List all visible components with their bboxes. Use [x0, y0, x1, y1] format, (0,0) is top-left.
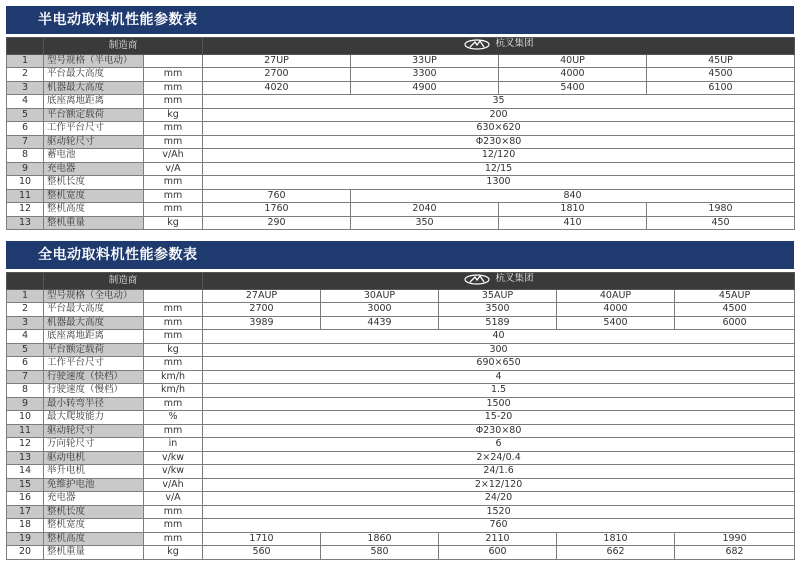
table-row: [7, 424, 795, 438]
parameter-name: 平台最大高度: [44, 303, 144, 317]
value-cell: 2×24/0.4: [203, 451, 795, 465]
value-cell: 300: [203, 343, 795, 357]
row-number: 4: [7, 330, 44, 344]
row-number: 10: [7, 411, 44, 425]
table-row: [7, 384, 795, 398]
value-cell: 6: [203, 438, 795, 452]
row-number: 10: [7, 176, 44, 190]
row-number: 13: [7, 216, 44, 230]
row-number: 19: [7, 532, 44, 546]
value-cell: 760: [203, 519, 795, 533]
value-cell: 1760: [203, 203, 351, 217]
parameter-name: 最小转弯半径: [44, 397, 144, 411]
unit-cell: mm: [144, 330, 203, 344]
parameter-name: 整机重量: [44, 216, 144, 230]
value-cell: 4439: [321, 316, 439, 330]
table-row: [7, 397, 795, 411]
parameter-name: 举升电机: [44, 465, 144, 479]
parameter-name: 整机重量: [44, 546, 144, 560]
value-cell: Φ230×80: [203, 424, 795, 438]
table-row: [7, 438, 795, 452]
value-cell: Φ230×80: [203, 135, 795, 149]
value-cell: 2×12/120: [203, 478, 795, 492]
semi-electric-spec-section: [6, 6, 794, 230]
maker-brand-cell: [203, 273, 795, 290]
unit-cell: mm: [144, 95, 203, 109]
value-cell: 40: [203, 330, 795, 344]
unit-cell: mm: [144, 203, 203, 217]
value-cell: 1.5: [203, 384, 795, 398]
unit-cell: v/kw: [144, 465, 203, 479]
full-electric-spec-section: [6, 241, 794, 560]
row-number: 18: [7, 519, 44, 533]
value-cell: 290: [203, 216, 351, 230]
brand-logo-icon: [464, 274, 490, 285]
value-cell: 1860: [321, 532, 439, 546]
row-number: 3: [7, 316, 44, 330]
semi-electric-spec-table: [6, 37, 795, 230]
table-row: [7, 357, 795, 371]
value-cell: 6000: [675, 316, 795, 330]
table-row: [7, 465, 795, 479]
unit-cell: mm: [144, 189, 203, 203]
row-number: 12: [7, 203, 44, 217]
value-cell: 630×620: [203, 122, 795, 136]
table-row: [7, 519, 795, 533]
parameter-name: 工作平台尺寸: [44, 357, 144, 371]
value-cell: 1710: [203, 532, 321, 546]
unit-cell: v/kw: [144, 451, 203, 465]
parameter-name: 平台额定载荷: [44, 343, 144, 357]
value-cell: 1980: [647, 203, 795, 217]
value-cell: 40UP: [499, 54, 647, 68]
row-number: 6: [7, 357, 44, 371]
table-row: [7, 411, 795, 425]
value-cell: 1500: [203, 397, 795, 411]
parameter-name: 整机高度: [44, 532, 144, 546]
value-cell: 45AUP: [675, 289, 795, 303]
value-cell: 2110: [439, 532, 557, 546]
unit-cell: v/Ah: [144, 478, 203, 492]
unit-cell: km/h: [144, 384, 203, 398]
unit-cell: v/A: [144, 492, 203, 506]
value-cell: 4900: [351, 81, 499, 95]
value-cell: 35AUP: [439, 289, 557, 303]
value-cell: 4000: [557, 303, 675, 317]
row-number: 16: [7, 492, 44, 506]
value-cell: 1810: [499, 203, 647, 217]
unit-cell: in: [144, 438, 203, 452]
value-cell: 27UP: [203, 54, 351, 68]
value-cell: 24/1.6: [203, 465, 795, 479]
table-row: [7, 122, 795, 136]
value-cell: 27AUP: [203, 289, 321, 303]
header-number-cell: [7, 38, 44, 55]
unit-cell: mm: [144, 122, 203, 136]
parameter-name: 行驶速度（快档）: [44, 370, 144, 384]
value-cell: 840: [351, 189, 795, 203]
value-cell: 12/15: [203, 162, 795, 176]
unit-cell: kg: [144, 343, 203, 357]
table-row: [7, 108, 795, 122]
table-header-row: [7, 38, 795, 55]
table-row: [7, 546, 795, 560]
section-title: 半电动取料机性能参数表: [6, 6, 794, 34]
parameter-name: 型号规格（全电动）: [44, 289, 144, 303]
brand-name: 杭叉集团: [495, 273, 534, 284]
unit-cell: mm: [144, 424, 203, 438]
value-cell: 12/120: [203, 149, 795, 163]
value-cell: 4000: [499, 68, 647, 82]
table-row: [7, 532, 795, 546]
value-cell: 40AUP: [557, 289, 675, 303]
unit-cell: mm: [144, 303, 203, 317]
table-row: [7, 303, 795, 317]
parameter-name: 平台最大高度: [44, 68, 144, 82]
value-cell: 1990: [675, 532, 795, 546]
row-number: 13: [7, 451, 44, 465]
unit-cell: [144, 289, 203, 303]
value-cell: 2700: [203, 303, 321, 317]
table-row: [7, 216, 795, 230]
parameter-name: 底座离地距离: [44, 95, 144, 109]
row-number: 9: [7, 162, 44, 176]
table-row: [7, 330, 795, 344]
table-row: [7, 189, 795, 203]
maker-brand-cell: [203, 38, 795, 55]
table-row: [7, 343, 795, 357]
value-cell: 2040: [351, 203, 499, 217]
unit-cell: mm: [144, 519, 203, 533]
parameter-name: 整机宽度: [44, 189, 144, 203]
unit-cell: v/Ah: [144, 149, 203, 163]
brand-logo-icon: [464, 39, 490, 50]
table-row: [7, 370, 795, 384]
row-number: 7: [7, 135, 44, 149]
row-number: 20: [7, 546, 44, 560]
table-row: [7, 68, 795, 82]
table-row: [7, 149, 795, 163]
value-cell: 5400: [499, 81, 647, 95]
unit-cell: km/h: [144, 370, 203, 384]
value-cell: 3300: [351, 68, 499, 82]
parameter-name: 整机宽度: [44, 519, 144, 533]
row-number: 15: [7, 478, 44, 492]
value-cell: 5400: [557, 316, 675, 330]
parameter-name: 免维护电池: [44, 478, 144, 492]
parameter-name: 万向轮尺寸: [44, 438, 144, 452]
row-number: 5: [7, 108, 44, 122]
table-row: [7, 176, 795, 190]
value-cell: 3989: [203, 316, 321, 330]
row-number: 17: [7, 505, 44, 519]
row-number: 11: [7, 189, 44, 203]
unit-cell: mm: [144, 68, 203, 82]
parameter-name: 充电器: [44, 162, 144, 176]
value-cell: 580: [321, 546, 439, 560]
value-cell: 200: [203, 108, 795, 122]
row-number: 8: [7, 384, 44, 398]
table-row: [7, 81, 795, 95]
value-cell: 350: [351, 216, 499, 230]
parameter-name: 机器最大高度: [44, 81, 144, 95]
table-row: [7, 478, 795, 492]
unit-cell: mm: [144, 135, 203, 149]
value-cell: 35: [203, 95, 795, 109]
parameter-name: 整机长度: [44, 176, 144, 190]
row-number: 5: [7, 343, 44, 357]
table-row: [7, 316, 795, 330]
unit-cell: mm: [144, 81, 203, 95]
table-header-row: [7, 273, 795, 290]
table-row: [7, 289, 795, 303]
parameter-name: 机器最大高度: [44, 316, 144, 330]
unit-cell: kg: [144, 216, 203, 230]
value-cell: 5189: [439, 316, 557, 330]
value-cell: 3500: [439, 303, 557, 317]
value-cell: 662: [557, 546, 675, 560]
value-cell: 560: [203, 546, 321, 560]
table-row: [7, 505, 795, 519]
parameter-name: 驱动轮尺寸: [44, 135, 144, 149]
row-number: 6: [7, 122, 44, 136]
parameter-name: 平台额定载荷: [44, 108, 144, 122]
row-number: 3: [7, 81, 44, 95]
value-cell: 4: [203, 370, 795, 384]
unit-cell: mm: [144, 176, 203, 190]
row-number: 1: [7, 289, 44, 303]
row-number: 8: [7, 149, 44, 163]
brand-name: 杭叉集团: [495, 38, 534, 49]
value-cell: 4500: [647, 68, 795, 82]
maker-label: 制造商: [44, 273, 203, 290]
value-cell: 1810: [557, 532, 675, 546]
table-row: [7, 162, 795, 176]
value-cell: 690×650: [203, 357, 795, 371]
row-number: 2: [7, 68, 44, 82]
value-cell: 45UP: [647, 54, 795, 68]
parameter-name: 行驶速度（慢档）: [44, 384, 144, 398]
unit-cell: mm: [144, 505, 203, 519]
unit-cell: mm: [144, 316, 203, 330]
parameter-name: 蓄电池: [44, 149, 144, 163]
parameter-name: 整机高度: [44, 203, 144, 217]
value-cell: 6100: [647, 81, 795, 95]
row-number: 14: [7, 465, 44, 479]
unit-cell: [144, 54, 203, 68]
row-number: 1: [7, 54, 44, 68]
unit-cell: v/A: [144, 162, 203, 176]
row-number: 4: [7, 95, 44, 109]
table-row: [7, 451, 795, 465]
parameter-name: 底座离地距离: [44, 330, 144, 344]
maker-label: 制造商: [44, 38, 203, 55]
row-number: 2: [7, 303, 44, 317]
section-title: 全电动取料机性能参数表: [6, 241, 794, 269]
table-row: [7, 135, 795, 149]
value-cell: 4020: [203, 81, 351, 95]
parameter-name: 充电器: [44, 492, 144, 506]
table-row: [7, 95, 795, 109]
row-number: 7: [7, 370, 44, 384]
value-cell: 3000: [321, 303, 439, 317]
value-cell: 4500: [675, 303, 795, 317]
value-cell: 15-20: [203, 411, 795, 425]
full-electric-spec-table: [6, 272, 795, 560]
table-row: [7, 203, 795, 217]
parameter-name: 驱动电机: [44, 451, 144, 465]
unit-cell: kg: [144, 546, 203, 560]
parameter-name: 最大爬坡能力: [44, 411, 144, 425]
parameter-name: 驱动轮尺寸: [44, 424, 144, 438]
value-cell: 2700: [203, 68, 351, 82]
unit-cell: mm: [144, 397, 203, 411]
parameter-name: 整机长度: [44, 505, 144, 519]
value-cell: 410: [499, 216, 647, 230]
unit-cell: mm: [144, 357, 203, 371]
parameter-name: 型号规格（半电动）: [44, 54, 144, 68]
table-row: [7, 54, 795, 68]
header-number-cell: [7, 273, 44, 290]
value-cell: 24/20: [203, 492, 795, 506]
value-cell: 1300: [203, 176, 795, 190]
value-cell: 600: [439, 546, 557, 560]
unit-cell: %: [144, 411, 203, 425]
table-row: [7, 492, 795, 506]
row-number: 11: [7, 424, 44, 438]
row-number: 12: [7, 438, 44, 452]
row-number: 9: [7, 397, 44, 411]
value-cell: 33UP: [351, 54, 499, 68]
value-cell: 760: [203, 189, 351, 203]
parameter-name: 工作平台尺寸: [44, 122, 144, 136]
value-cell: 30AUP: [321, 289, 439, 303]
value-cell: 682: [675, 546, 795, 560]
value-cell: 450: [647, 216, 795, 230]
value-cell: 1520: [203, 505, 795, 519]
unit-cell: kg: [144, 108, 203, 122]
unit-cell: mm: [144, 532, 203, 546]
